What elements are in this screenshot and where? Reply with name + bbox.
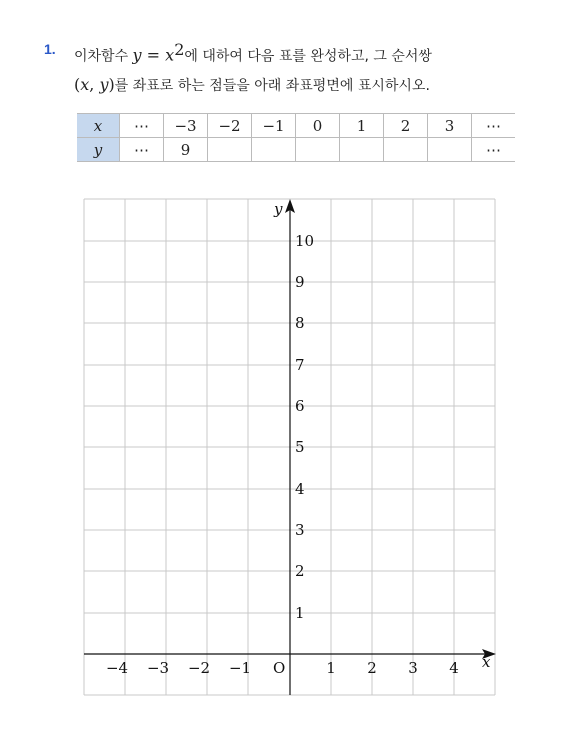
x-axis-label: x <box>482 653 491 671</box>
question-text-b: 에 대하여 다음 표를 완성하고, 그 순서쌍 <box>184 48 432 65</box>
question-number: 1. <box>44 41 56 57</box>
x-cell: ⋯ <box>120 114 164 138</box>
pair-sep: , <box>89 75 100 94</box>
y-cell: ⋯ <box>472 138 516 162</box>
x-tick-label: 3 <box>408 659 418 677</box>
y-tick-label: 4 <box>295 480 305 498</box>
x-cell: −1 <box>252 114 296 138</box>
x-tick-label: 2 <box>367 659 377 677</box>
y-tick-label: 8 <box>295 314 305 332</box>
origin-label: O <box>273 659 286 677</box>
x-cell: 1 <box>340 114 384 138</box>
y-cell[interactable]: 9 <box>164 138 208 162</box>
func-eq: = <box>141 45 166 65</box>
y-tick-label: 7 <box>295 356 305 374</box>
y-cell: ⋯ <box>120 138 164 162</box>
x-cell: 2 <box>384 114 428 138</box>
pair-open: ( <box>74 75 81 94</box>
y-tick-label: 2 <box>295 562 305 580</box>
func-x: x <box>165 45 175 65</box>
y-header: y <box>77 138 120 162</box>
question-text-c: 를 좌표로 하는 점들을 아래 좌표평면에 표시하시오. <box>114 78 430 94</box>
pair-y: y <box>99 75 109 94</box>
x-cell: 3 <box>428 114 472 138</box>
x-tick-label: 4 <box>449 659 459 677</box>
func-exponent: 2 <box>174 40 185 59</box>
y-tick-label: 9 <box>295 273 305 291</box>
func-y: y <box>132 45 142 65</box>
x-cell: 0 <box>296 114 340 138</box>
question-text-a: 이차함수 <box>74 48 133 65</box>
y-axis-label: y <box>274 200 283 218</box>
x-tick-label: −4 <box>105 659 129 677</box>
x-tick-label: −2 <box>187 659 211 677</box>
x-cell: −3 <box>164 114 208 138</box>
y-tick-label: 3 <box>295 521 305 539</box>
x-cell: ⋯ <box>472 114 516 138</box>
y-tick-label: 5 <box>295 438 305 456</box>
x-tick-label: −1 <box>228 659 252 677</box>
y-tick-label: 1 <box>295 604 305 622</box>
pair-close: ) <box>108 75 115 94</box>
y-tick-label: 6 <box>295 397 305 415</box>
x-tick-label: 1 <box>326 659 336 677</box>
x-header: x <box>77 114 120 138</box>
x-cell: −2 <box>208 114 252 138</box>
y-tick-label: 10 <box>295 232 315 250</box>
x-tick-label: −3 <box>146 659 170 677</box>
pair-x: x <box>80 75 90 94</box>
